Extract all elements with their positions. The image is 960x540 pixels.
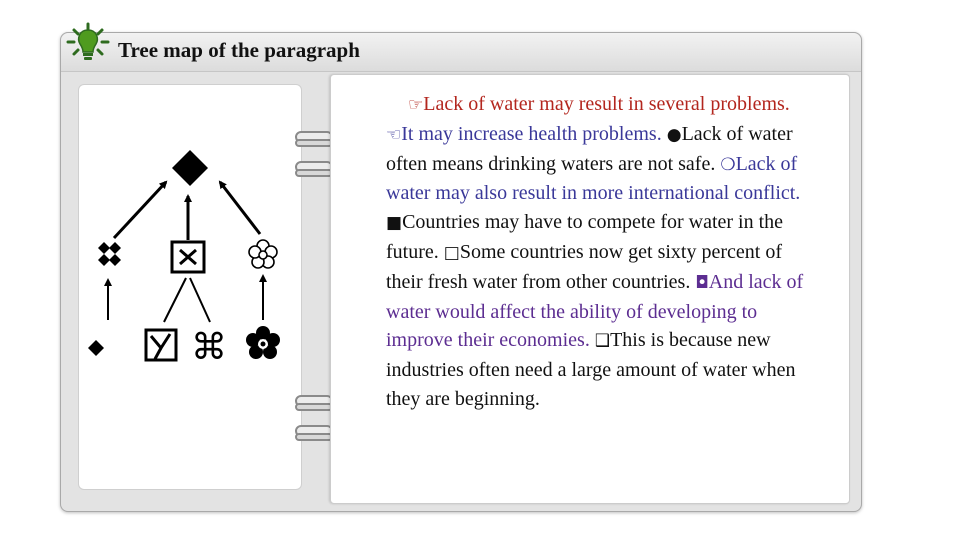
- tree-leaf-small-diamond: [88, 340, 104, 356]
- tree-lines-level2: [108, 276, 263, 322]
- tree-line-mid-left: [164, 278, 186, 322]
- tree-line-mid-right: [190, 278, 210, 322]
- sentence-8: ❑This is because new industries often need a large amount of water when they are beginning.: [386, 329, 796, 410]
- binder-ring: [296, 162, 332, 176]
- sentence-marker: ■: [386, 213, 403, 234]
- paragraph: [386, 90, 806, 414]
- sentence-5: ■Countries may have to compete for water in the future.: [386, 211, 784, 263]
- lightbulb-icon: [66, 22, 110, 62]
- tree-arrow-right: [220, 182, 260, 234]
- sentence-6: □Some countries now get sixty percent of their fresh water from other countries.: [386, 240, 782, 293]
- sentence-7: ◘And lack of water would affect the ability of developing to improve their economies.: [386, 270, 804, 352]
- sentence-3: ●Lack of water often means drinking waters are not safe.: [386, 122, 793, 175]
- tree-leaf-flower-filled: [246, 326, 280, 359]
- tree-leaf-check-box: [146, 330, 176, 360]
- tree-node-four-diamonds: [98, 242, 121, 266]
- tree-node-flower-outline: [249, 240, 277, 268]
- sentence-4: ❍Lack of water may also result in more international conflict.: [386, 152, 801, 205]
- tree-map: [80, 130, 300, 370]
- sentence-1: ☞Lack of water may result in several problems.: [408, 93, 790, 115]
- title-bar: [66, 22, 486, 62]
- tree-arrows-level1: [114, 182, 260, 240]
- binder-ring: [296, 426, 332, 440]
- sentence-marker: ❍: [720, 154, 736, 175]
- page-title: Tree map of the paragraph: [118, 38, 360, 62]
- tree-node-x-box: [172, 242, 204, 272]
- sentence-marker: ◘: [695, 272, 709, 293]
- sentence-marker: ☜: [386, 124, 402, 145]
- binder-ring: [296, 132, 332, 146]
- tree-leaf-command-symbol: ⌘: [191, 327, 227, 368]
- tree-arrow-left: [114, 182, 166, 238]
- sentence-marker: ☞: [408, 95, 424, 115]
- binder-ring: [296, 396, 332, 410]
- sentence-2: ☜It may increase health problems.: [386, 122, 662, 145]
- sentence-marker: □: [443, 242, 460, 263]
- sentence-marker: ●: [666, 124, 682, 145]
- tree-root-diamond: [172, 150, 208, 186]
- sentence-marker: ❑: [594, 331, 611, 352]
